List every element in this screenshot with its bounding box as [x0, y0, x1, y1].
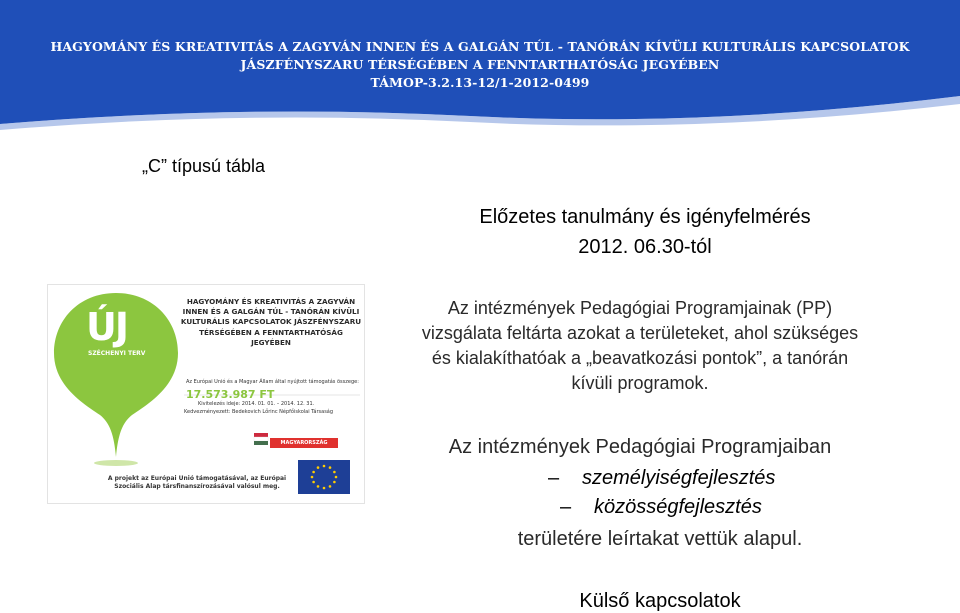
poster-period: Kivitelezés ideje: 2014. 01. 01. – 2014. 12. 31. — [198, 401, 315, 407]
logo-subtitle: SZÉCHENYI TERV — [88, 350, 146, 357]
list-dash: – — [560, 496, 572, 518]
paragraph-line: kívüli programok. — [571, 373, 709, 393]
poster-badge: MAGYARORSZÁG MEGÚJUL — [270, 438, 338, 448]
study-title: Előzetes tanulmány és igényfelmérés — [479, 206, 811, 228]
list-item-text: közösségfejlesztés — [594, 496, 762, 518]
paragraph-line: és kialakíthatóak a „beavatkozási pontok”, a tanórán — [431, 348, 849, 368]
list-item-text: személyiségfejlesztés — [582, 467, 776, 489]
paragraph-line: vizsgálata feltárta azokat a területeket, ahol szükséges — [421, 323, 859, 343]
poster-support-text: Az Európai Unió és a Magyar Állam által nyújtott támogatás összege: — [186, 379, 359, 385]
list-item — [560, 496, 762, 519]
list-dash: – — [548, 467, 560, 489]
list-item — [548, 467, 775, 490]
programs-subhead: Az intézmények Pedagógiai Programjaiban — [448, 436, 832, 458]
study-date: 2012. 06.30-tól — [578, 236, 712, 258]
poster-amount: 17.573.987 FT — [186, 388, 275, 401]
poster-beneficiary: Kedvezményezett: Bedekovich Lőrinc Népfőiskolai Társaság — [184, 409, 334, 415]
closing-line: területére leírtakat vettük alapul. — [517, 528, 803, 550]
header-banner — [0, 0, 960, 130]
poster-footer: A projekt az Európai Unió támogatásával, az Európai Szociális Alap társfinanszírozásával valósul meg. — [107, 475, 287, 490]
banner-line-2: JÁSZFÉNYSZARU TÉRSÉGÉBEN A FENNTARTHATÓSÁG JEGYÉBEN — [240, 57, 720, 72]
project-poster — [47, 284, 365, 504]
next-section-heading: Külső kapcsolatok — [579, 590, 741, 612]
description-paragraph — [380, 296, 900, 396]
banner-line-3: TÁMOP-3.2.13-12/1-2012-0499 — [370, 75, 590, 90]
banner-title — [0, 38, 960, 92]
table-type-label: „C” típusú tábla — [142, 156, 266, 176]
banner-line-1: HAGYOMÁNY ÉS KREATIVITÁS A ZAGYVÁN INNEN ÉS A GALGÁN TÚL - TANÓRÁN KÍVÜLI KULTURÁLIS KAPCSOLATOK — [50, 39, 910, 54]
logo-uj-text: ÚJ — [86, 305, 127, 349]
paragraph-line: Az intézmények Pedagógiai Programjainak (PP) — [447, 298, 833, 318]
poster-title: HAGYOMÁNY ÉS KREATIVITÁS A ZAGYVÁN INNEN ÉS A GALGÁN TÚL - TANÓRÁN KÍVÜLI KULTURÁLIS KAPCSOLATOK JÁSZFÉNYSZARU TÉRSÉGÉBEN A FENNTARTHATÓSÁG JEGYÉBEN — [180, 297, 362, 347]
